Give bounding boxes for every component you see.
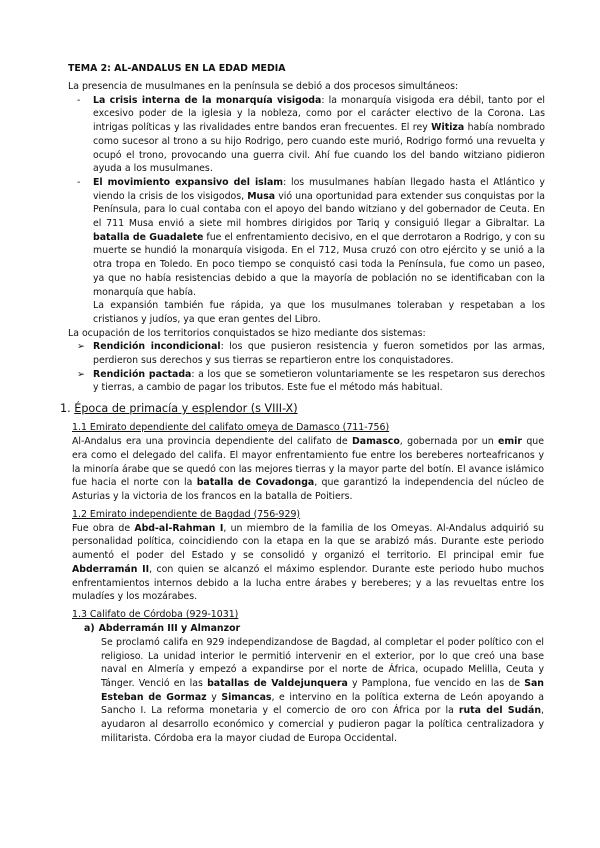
bold-term: Simancas [221, 691, 272, 703]
para-text: y [206, 691, 222, 703]
process-text: : los musulmanes habían llegado hasta el Atlántico y viendo la crisis de los visigodos, [93, 176, 545, 202]
process-text: vió una oportunidad para extender sus conquistas por la Península, para lo cual contaba con el apoyo del bando witziano y del gobernador de Ceuta. En el 711 Musa envió a siete mil hombres dirigidos por Tariq y consiguió llegar a Gibraltar. La [93, 190, 545, 230]
process-heading: La crisis interna de la monarquía visigoda [93, 94, 322, 106]
item-paragraph-a [101, 636, 544, 746]
bold-term: ruta del Sudán [458, 705, 542, 717]
system-text: : los que pusieron resistencia y fueron sometidos por las armas, perdieron sus derechos y sus tierras se repartieron entre los conquistadores. [93, 341, 545, 367]
processes-list [0, 94, 600, 300]
item-letter: a) [84, 622, 95, 634]
occupation-intro: La ocupación de los territorios conquistados se hizo mediante dos sistemas: [68, 327, 426, 339]
bold-term: Musa [247, 190, 276, 202]
process-text: : la monarquía visigoda era débil, tanto por el excesivo poder de la iglesia y la nobleza, como por el carácter electivo de la Corona. Las intrigas políticas y las rivalidades entre bandos eran frecuentes. El rey [93, 94, 545, 134]
subsection-heading-1-2: 1.2 Emirato independiente de Bagdad (756-929) [72, 508, 301, 520]
bold-term: batallas de Valdejunquera [207, 678, 348, 690]
bold-term: Abderramán II [72, 563, 150, 575]
item-heading-a [84, 622, 600, 636]
process-item-expansion [93, 176, 545, 299]
subsection-paragraph-1-1 [72, 435, 544, 504]
bold-term: San Esteban de Gormaz [101, 678, 544, 703]
system-text: : a los que se sometieron voluntariamente se les respetaron sus derechos y tierras, a cambio de pagar los tributos. Este fue el método más habitual. [93, 368, 545, 394]
section-title: Época de primacía y esplendor (s VIII-X) [74, 402, 298, 416]
process-heading: El movimiento expansivo del islam [93, 176, 284, 188]
para-text: Al-Andalus era una provincia dependiente del califato de [72, 436, 352, 448]
process-item-crisis [93, 94, 545, 176]
document-content [0, 62, 600, 746]
para-text: , e intervino en la política externa de León apoyando a Sancho I. La reforma monetaria y el comercio de oro con África por la [101, 691, 545, 717]
process-text: había nombrado como sucesor al trono a su hijo Rodrigo, pero cuando este murió, Rodrigo formó una revuelta y ocupó el trono, provocando una guerra civil. Ahí fue cuando los del bando witziano pidieron ayuda a los musulmanes. [93, 122, 546, 175]
subsection-heading-1-3: 1.3 Califato de Córdoba (929-1031) [72, 608, 239, 620]
bold-term: batalla de Guadalete [93, 231, 204, 243]
expansion-extra-paragraph: La expansión también fue rápida, ya que los musulmanes toleraban y respetaban a los cristianos y judíos, ya que eran gentes del Libro. [93, 300, 545, 325]
arrow-bullet-icon: ➢ [77, 368, 85, 380]
bold-term: Damasco [352, 436, 400, 448]
item-title: Abderramán III y Almanzor [98, 622, 241, 634]
subsection-heading-1-1: 1.1 Emirato dependiente del califato omeya de Damasco (711-756) [72, 422, 390, 434]
para-text: , que garantizó la independencia del núcleo de Asturias y la victoria de los francos en la batalla de Poitiers. [72, 477, 544, 502]
process-text: fue el enfrentamiento decisivo, en el que derrotaron a Rodrigo, y con su muerte se hundió la monarquía visigoda. En el 712, Musa cruzó con otro ejército y se unió a la otra tropa en Toledo. En poco tiempo se conquistó casi toda la Península, fue como un paseo, ya que no había resistencias debido a que la mayoría de población no se identificaban con la monarquía que había. [93, 231, 546, 298]
para-text: , con quien se alcanzó el máximo esplendor. Durante este periodo hubo muchos enfrentamientos internos debido a la lucha entre árabes y bereberes; y a las revueltas entre los muladíes y los mozárabes. [72, 563, 544, 603]
bold-term: emir [498, 436, 522, 448]
document-title: TEMA 2: AL-ANDALUS EN LA EDAD MEDIA [68, 63, 286, 74]
para-text: y Pamplona, fue vencido en las de [347, 678, 525, 690]
para-text: Se proclamó califa en 929 independizandose de Bagdad, al completar el poder político con el religioso. La unidad interior le permitió intervenir en el exterior, por lo que creó una base naval en Almería y empezó a expandirse por el norte de África, ocupado Melilla, Ceuta y Tánger. Venció en las [101, 636, 544, 690]
intro-paragraph: La presencia de musulmanes en la península se debió a dos procesos simultáneos: [68, 81, 459, 92]
section-heading-1 [60, 401, 600, 417]
para-text: , un miembro de la familia de los Omeyas. Al-Andalus adquirió su personalidad política, coincidiendo con la etapa en la que se arabizó más. Durante este periodo aumentó el poder del Estado y se consolidó y organizó el territorio. El principal emir fue [72, 522, 544, 562]
system-item-incondicional [77, 340, 545, 367]
para-text: , gobernada por un [399, 436, 499, 448]
arrow-bullet-icon: ➢ [77, 341, 85, 353]
para-text: , ayudaron al desarrollo económico y comercial y pudieron pagar la política centralizadora y militarista. Córdoba era la mayor ciudad de Europa Occidental. [101, 705, 544, 744]
para-text: que era como el delegado del califa. El mayor enfrentamiento fue entre los bereberes norteafricanos y la minoría árabe que se quedó con las mejores tierras y la mayor parte del botín. El avance islámico fue hacia el norte con la [72, 436, 544, 489]
system-item-pactada [77, 368, 545, 395]
subsection-paragraph-1-2 [72, 522, 544, 604]
para-text: Fue obra de [72, 522, 135, 534]
section-number: 1. [60, 402, 71, 416]
system-heading: Rendición incondicional [93, 341, 221, 353]
bold-term: Abd-al-Rahman I [134, 522, 224, 534]
bold-term: batalla de Covadonga [196, 477, 315, 489]
bold-term: Witiza [431, 122, 465, 134]
system-heading: Rendición pactada [93, 368, 192, 380]
